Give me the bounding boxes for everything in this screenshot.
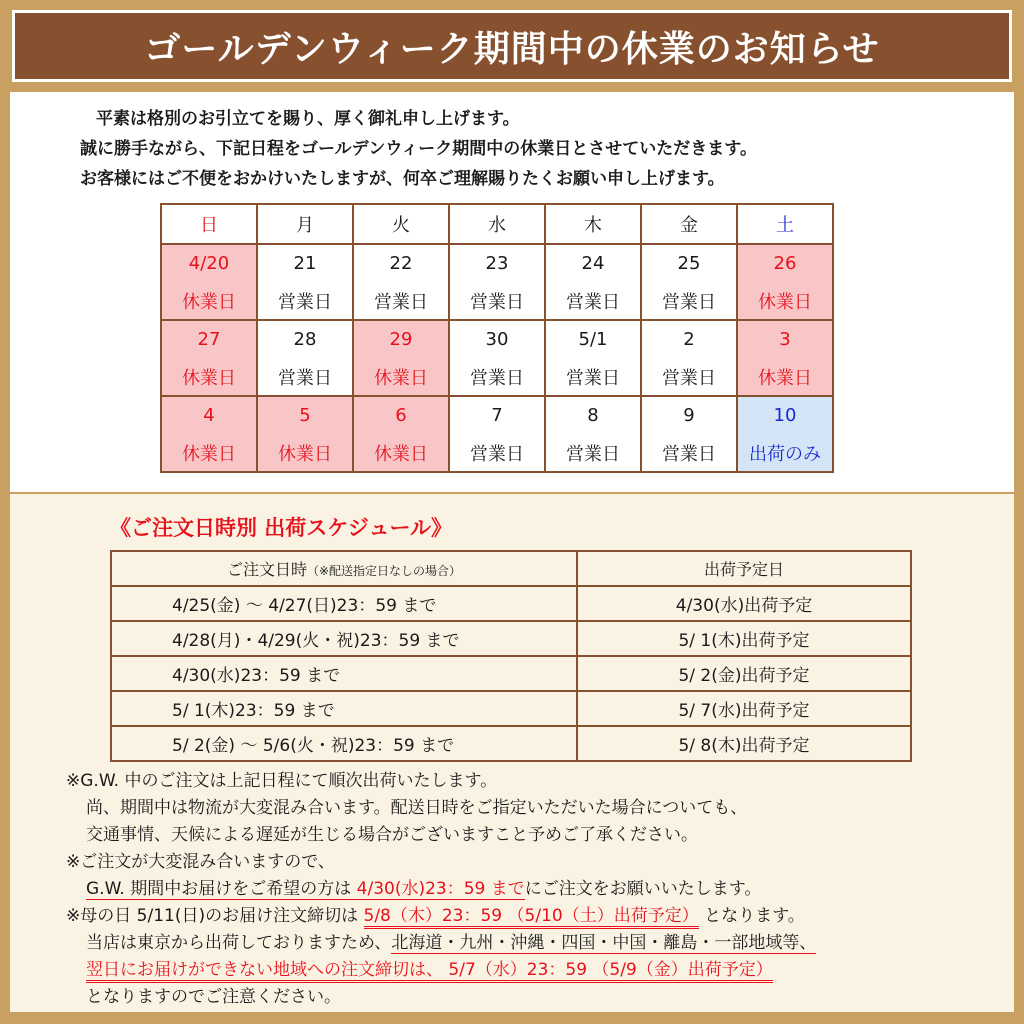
day-status: 営業日	[449, 358, 545, 396]
calendar-date: 24	[545, 244, 641, 282]
holiday-calendar	[160, 203, 834, 473]
weekday-sat: 土	[737, 204, 833, 244]
day-status: 営業日	[641, 434, 737, 472]
calendar-date: 28	[257, 320, 353, 358]
calendar-date: 27	[161, 320, 257, 358]
day-status: 営業日	[641, 282, 737, 320]
order-datetime-header	[111, 551, 577, 586]
intro-line: 平素は格別のお引立てを賜り、厚く御礼申し上げます。	[96, 109, 520, 129]
note-text: にご注文をお願いいたします。	[524, 879, 762, 899]
day-status: 休業日	[737, 282, 833, 320]
day-status: 休業日	[353, 434, 449, 472]
note-line	[66, 876, 816, 903]
calendar-date: 9	[641, 396, 737, 434]
ship-date: 5/ 1(木)出荷予定	[577, 621, 911, 656]
note-line	[66, 930, 816, 957]
schedule-row	[111, 726, 911, 761]
weekday-mon: 月	[257, 204, 353, 244]
day-status: 営業日	[449, 282, 545, 320]
day-status: 出荷のみ	[737, 434, 833, 472]
day-status: 営業日	[545, 358, 641, 396]
note-text: ※母の日 5/11(日)のお届け注文締切は	[66, 906, 364, 926]
schedule-row	[111, 691, 911, 726]
calendar-date: 26	[737, 244, 833, 282]
day-status: 営業日	[353, 282, 449, 320]
calendar-status-row	[161, 358, 833, 396]
remote-area-deadline: 翌日にお届けができない地域への注文締切は、 5/7（水）23：59 （5/9（金）出荷予定）	[86, 960, 773, 983]
note-line	[66, 957, 816, 984]
calendar-date: 3	[737, 320, 833, 358]
day-status: 休業日	[353, 358, 449, 396]
schedule-header-row	[111, 551, 911, 586]
day-status: 休業日	[161, 358, 257, 396]
intro-line: お客様にはご不便をおかけいたしますが、何卒ご理解賜りたくお願い申し上げます。	[80, 169, 725, 189]
order-datetime: 4/28(月)・4/29(火・祝)23：59 まで	[111, 621, 577, 656]
weekday-thu: 木	[545, 204, 641, 244]
note-line: 尚、期間中は物流が大変混み合います。配送日時をご指定いただいた場合についても、	[86, 798, 748, 818]
schedule-heading: 《ご注文日時別 出荷スケジュール》	[110, 516, 453, 540]
note-line	[66, 903, 816, 930]
ship-date-header: 出荷予定日	[577, 551, 911, 586]
calendar-status-row	[161, 282, 833, 320]
calendar-date: 21	[257, 244, 353, 282]
calendar-date: 2	[641, 320, 737, 358]
calendar-date: 22	[353, 244, 449, 282]
schedule-row	[111, 586, 911, 621]
calendar-date: 6	[353, 396, 449, 434]
intro-text	[80, 104, 980, 194]
order-datetime: 5/ 2(金) ～ 5/6(火・祝)23：59 まで	[111, 726, 577, 761]
day-status: 休業日	[161, 282, 257, 320]
day-status: 営業日	[545, 282, 641, 320]
ship-date: 5/ 8(木)出荷予定	[577, 726, 911, 761]
order-datetime: 4/30(水)23：59 まで	[111, 656, 577, 691]
weekday-tue: 火	[353, 204, 449, 244]
schedule-row	[111, 656, 911, 691]
order-datetime-note: （※配送指定日なしの場合）	[306, 564, 462, 578]
region-list: 北海道・九州・沖縄・四国・中国・離島・一部地域等、	[391, 933, 817, 953]
ship-date: 5/ 7(水)出荷予定	[577, 691, 911, 726]
note-line: 交通事情、天候による遅延が生じる場合がございますこと予めご了承ください。	[86, 825, 698, 845]
calendar-date: 4	[161, 396, 257, 434]
note-line: ※G.W. 中のご注文は上記日程にて順次出荷いたします。	[66, 771, 498, 791]
mothers-day-deadline: 5/8（木）23：59 （5/10（土）出荷予定）	[364, 906, 699, 929]
notes	[66, 768, 816, 1011]
day-status: 休業日	[737, 358, 833, 396]
day-status: 営業日	[449, 434, 545, 472]
schedule-row	[111, 621, 911, 656]
calendar-date: 4/20	[161, 244, 257, 282]
day-status: 営業日	[545, 434, 641, 472]
order-datetime-label: ご注文日時	[226, 560, 307, 579]
note-text: 当店は東京から出荷しておりますため、	[86, 933, 392, 953]
note-text: となります。	[698, 906, 805, 926]
calendar-status-row	[161, 434, 833, 472]
calendar-date: 25	[641, 244, 737, 282]
day-status: 営業日	[257, 358, 353, 396]
calendar-date: 7	[449, 396, 545, 434]
weekday-fri: 金	[641, 204, 737, 244]
day-status: 営業日	[257, 282, 353, 320]
calendar-date: 5/1	[545, 320, 641, 358]
intro-line: 誠に勝手ながら、下記日程をゴールデンウィーク期間中の休業日とさせていただきます。	[80, 139, 757, 159]
order-datetime: 5/ 1(木)23：59 まで	[111, 691, 577, 726]
calendar-date-row	[161, 244, 833, 282]
note-text: G.W. 期間中お届けをご希望の方は	[86, 879, 357, 899]
calendar-date: 8	[545, 396, 641, 434]
weekday-header-row	[161, 204, 833, 244]
day-status: 休業日	[161, 434, 257, 472]
weekday-sun: 日	[161, 204, 257, 244]
calendar-date-row	[161, 396, 833, 434]
note-line: ※ご注文が大変混み合いますので、	[66, 852, 335, 872]
calendar-date: 10	[737, 396, 833, 434]
ship-date: 4/30(水)出荷予定	[577, 586, 911, 621]
calendar-date-row	[161, 320, 833, 358]
title-banner	[12, 10, 1012, 82]
page-title: ゴールデンウィーク期間中の休業のお知らせ	[144, 27, 880, 70]
calendar-date: 29	[353, 320, 449, 358]
ship-date: 5/ 2(金)出荷予定	[577, 656, 911, 691]
day-status: 営業日	[641, 358, 737, 396]
note-line: となりますのでご注意ください。	[86, 987, 341, 1007]
calendar-date: 30	[449, 320, 545, 358]
shipping-schedule-table	[110, 550, 912, 762]
day-status: 休業日	[257, 434, 353, 472]
deadline-highlight: 4/30(水)23：59 まで	[356, 879, 525, 899]
weekday-wed: 水	[449, 204, 545, 244]
calendar-date: 5	[257, 396, 353, 434]
calendar-date: 23	[449, 244, 545, 282]
order-datetime: 4/25(金) ～ 4/27(日)23：59 まで	[111, 586, 577, 621]
